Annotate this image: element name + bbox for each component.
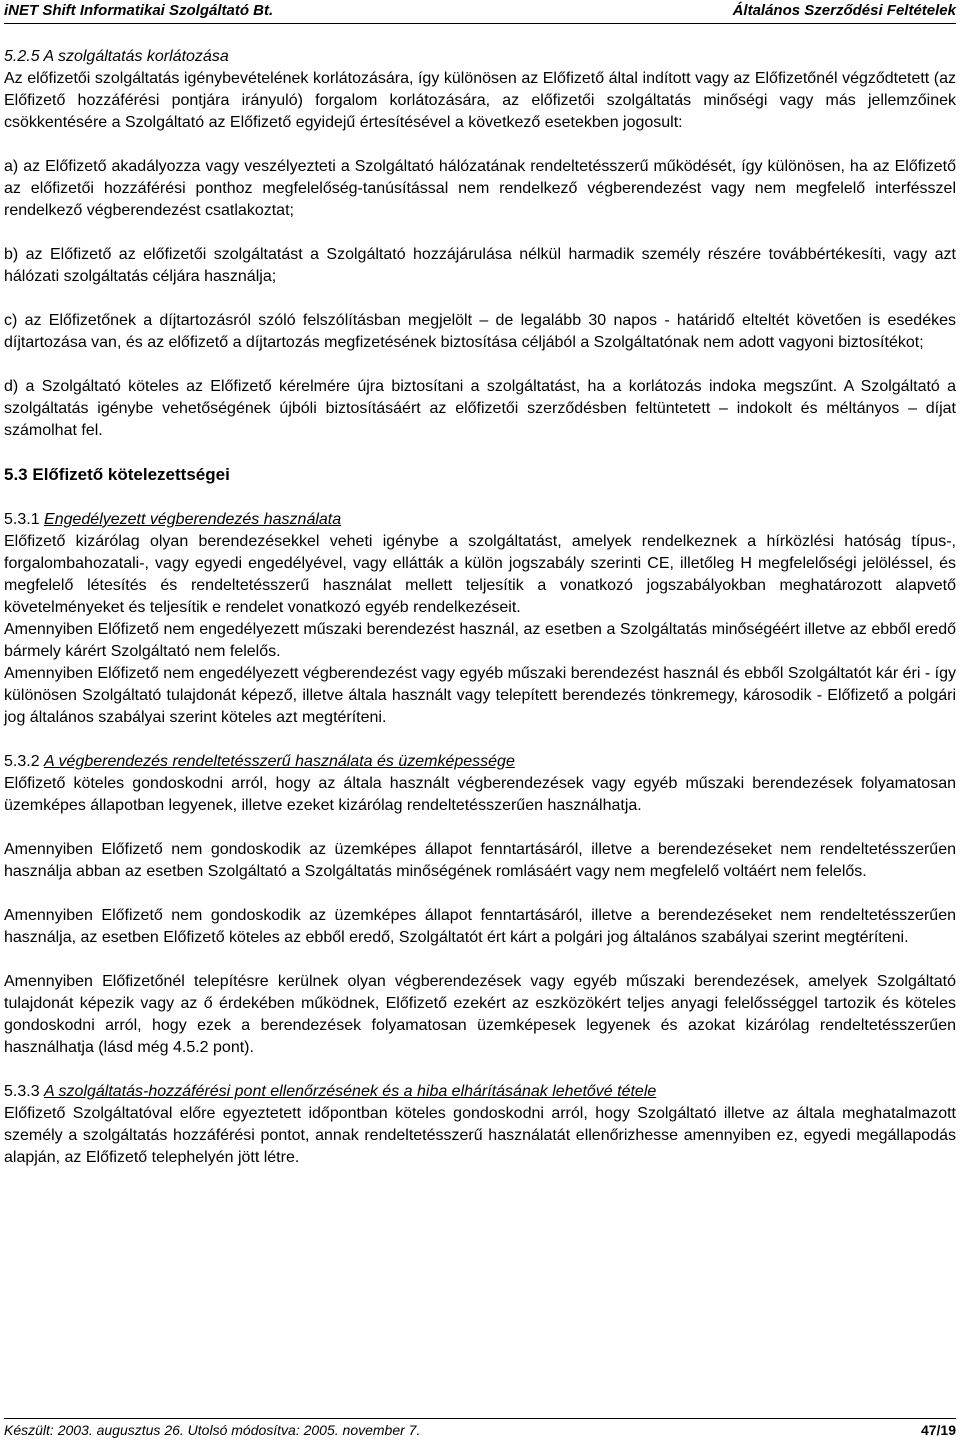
section-number: 5.3.3 [4,1083,45,1100]
section-title: A szolgáltatás-hozzáférési pont ellenőrzésének és a hiba elhárításának lehetővé tétele [44,1083,657,1100]
page-footer [4,1418,956,1439]
section-heading-5-3-1 [4,509,956,531]
section-5-3-2-p2: Amennyiben Előfizető nem gondoskodik az üzemképes állapot fenntartásáról, illetve a berendezéseket nem rendeltetésszerűen használja abban az esetben Szolgáltató a Szolgáltatás minőségének romlásáért vagy nem megfelelő voltáért nem felelős. [4,841,956,880]
section-5-3-1-p3: Amennyiben Előfizető nem engedélyezett végberendezést vagy egyéb műszaki berendezést használ és ebből Szolgáltatót kár éri - így különösen Szolgáltató tulajdonát képező, illetve általa használt vagy telepített berendezés tönkremegy, károsodik - Előfizető a polgári jog általános szabályai szerint köteles azt megtéríteni. [4,665,956,726]
section-heading-5-3-2 [4,751,956,773]
section-title: A végberendezés rendeltetésszerű használata és üzemképessége [44,753,515,770]
company-name: iNET Shift Informatikai Szolgáltató Bt. [4,2,274,19]
section-heading-5-2-5: 5.2.5 A szolgáltatás korlátozása [4,48,229,65]
section-5-3-2-p3: Amennyiben Előfizető nem gondoskodik az üzemképes állapot fenntartásáról, illetve a berendezéseket nem rendeltetésszerűen használja, az esetben Előfizető köteles az ebből eredő, Szolgáltatót ért kárt a polgári jog általános szabályai szerint megtéríteni. [4,907,956,946]
document-title: Általános Szerződési Feltételek [732,2,956,19]
section-number: 5.3.2 [4,753,45,770]
section-5-3-3-p1: Előfizető Szolgáltatóval előre egyeztetett időpontban köteles gondoskodni arról, hogy Szolgáltató illetve az általa meghatalmazott személy a szolgáltatás hozzáférési pontot, annak rendeltetésszerű használatát ellenőrizhesse amennyiben ez, egyedi megállapodás alapján, az Előfizető telephelyén jött létre. [4,1105,956,1166]
item-a: a) az Előfizető akadályozza vagy veszélyezteti a Szolgáltató hálózatának rendeltetésszerű működését, így különösen, ha az Előfizető az előfizetői hozzáférési ponthoz megfelelőség-tanúsítással nem rendelkező végberendezést vagy nem megfelelő interfésszel rendelkező végberendezést csatlakoztat; [4,158,956,219]
item-b: b) az Előfizető az előfizetői szolgáltatást a Szolgáltató hozzájárulása nélkül harmadik személy részére továbbértékesíti, vagy azt hálózati szolgáltatás céljára használja; [4,246,956,285]
section-5-3-2-p4: Amennyiben Előfizetőnél telepítésre kerülnek olyan végberendezések vagy egyéb műszaki berendezések, amelyek Szolgáltató tulajdonát képezik vagy az ő érdekében működnek, Előfizető ezekért az eszközökért teljes anyagi felelősséggel tartozik és köteles gondoskodni arról, hogy ezek a berendezések folyamatosan üzemképesek legyenek és azokat kizárólag rendeltetésszerűen használhatja (lásd még 4.5.2 pont). [4,973,956,1056]
section-5-3-2-p1: Előfizető köteles gondoskodni arról, hogy az általa használt végberendezések vagy egyéb műszaki berendezések folyamatosan üzemképes állapotban legyenek, illetve ezeket kizárólag rendeltetésszerűen használhatja. [4,775,956,814]
section-5-3-1-p2: Amennyiben Előfizető nem engedélyezett műszaki berendezést használ, az esetben a Szolgáltatás minőségéért illetve az ebből eredő bármely kárért Szolgáltató nem felelős. [4,621,956,660]
document-body [4,46,956,1169]
section-title: Engedélyezett végberendezés használata [44,511,342,528]
section-number: 5.3.1 [4,511,45,528]
section-5-2-5-intro: Az előfizetői szolgáltatás igénybevételének korlátozására, így különösen az Előfizető által indított vagy az Előfizetőnél végződtetett (az Előfizető hozzáférési pontjára irányuló) forgalom korlátozására, az előfizetői szolgáltatás minőségi vagy más jellemzőinek csökkentésére a Szolgáltató az Előfizető egyidejű értesítésével a következő esetekben jogosult: [4,70,956,131]
section-heading-5-3-3 [4,1081,956,1103]
section-5-3-1-p1: Előfizető kizárólag olyan berendezésekkel veheti igénybe a szolgáltatást, amelyek rendelkeznek a hírközlési hatóság típus-, forgalombahozatali-, vagy egyedi engedélyével, vagy ellátták a külön jogszabály szerinti CE, illetőleg H megfelelőségi jelöléssel, és megfelelő létesítés és rendeltetésszerű használat mellett teljesítik a vonatkozó jogszabályokban meghatározott alapvető követelményeket és teljesítik e rendelet vonatkozó egyéb rendelkezéseit. [4,533,956,616]
item-c: c) az Előfizetőnek a díjtartozásról szóló felszólításban megjelölt – de legalább 30 napos - határidő elteltét követően is esedékes díjtartozása van, és az előfizető a díjtartozás megfizetésének biztosítása céljából a Szolgáltatónak nem adott vagyoni biztosítékot; [4,312,956,351]
section-heading-5-3: 5.3 Előfizető kötelezettségei [4,465,230,484]
page-header [4,1,956,24]
item-d: d) a Szolgáltató köteles az Előfizető kérelmére újra biztosítani a szolgáltatást, ha a korlátozás indoka megszűnt. A Szolgáltató a szolgáltatás igénybe vehetőségének újbóli biztosításáért az előfizetői szerződésben feltüntetett – indokolt és méltányos – díjat számolhat fel. [4,378,956,439]
revision-info: Készült: 2003. augusztus 26. Utolsó módosítva: 2005. november 7. [4,1422,421,1438]
page-number: 47/19 [920,1422,956,1438]
